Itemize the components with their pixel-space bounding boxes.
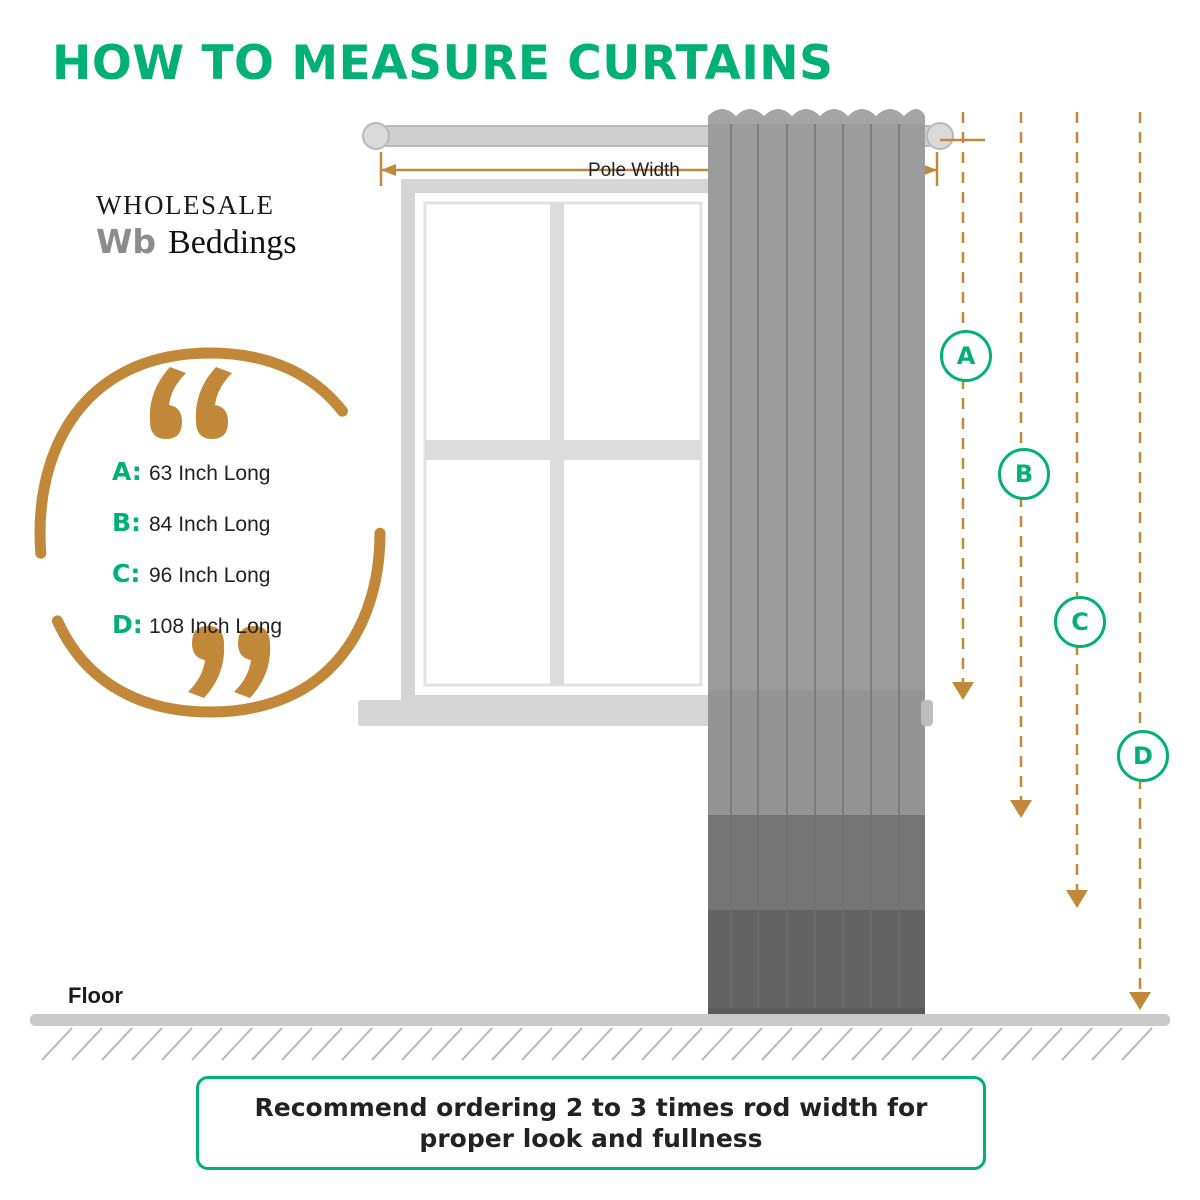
brand-top-text: WHOLESALE (96, 190, 275, 220)
window-graphic (358, 186, 758, 726)
marker-a: A (940, 330, 992, 382)
legend-key-d: D: (112, 610, 143, 639)
legend-value-d: 108 Inch Long (149, 615, 283, 638)
quote-open-icon (150, 367, 232, 439)
curtain-panel-graphic (708, 109, 933, 1021)
legend-value-c: 96 Inch Long (149, 564, 271, 587)
page-title: HOW TO MEASURE CURTAINS (52, 36, 834, 91)
marker-b: B (998, 448, 1050, 500)
pole-width-label: Pole Width (588, 160, 680, 181)
legend-key-a: A: (112, 457, 142, 486)
legend-value-a: 63 Inch Long (149, 462, 271, 485)
floor-graphic (30, 1014, 1170, 1060)
recommendation-callout (196, 1076, 986, 1170)
legend-value-b: 84 Inch Long (149, 513, 271, 536)
marker-d: D (1117, 730, 1169, 782)
length-legend (20, 345, 400, 720)
legend-item-a (112, 457, 402, 508)
brand-name-text: Beddings (168, 224, 297, 261)
legend-item-c (112, 559, 402, 610)
recommendation-text: Recommend ordering 2 to 3 times rod width for proper look and fullness (254, 1092, 928, 1153)
legend-key-c: C: (112, 559, 141, 588)
drop-dimension-lines (940, 112, 1151, 1010)
brand-monogram: Wb (96, 222, 157, 261)
legend-item-d (112, 610, 402, 661)
marker-c: C (1054, 596, 1106, 648)
floor-label: Floor (68, 983, 123, 1008)
legend-item-b (112, 508, 402, 559)
legend-key-b: B: (112, 508, 142, 537)
